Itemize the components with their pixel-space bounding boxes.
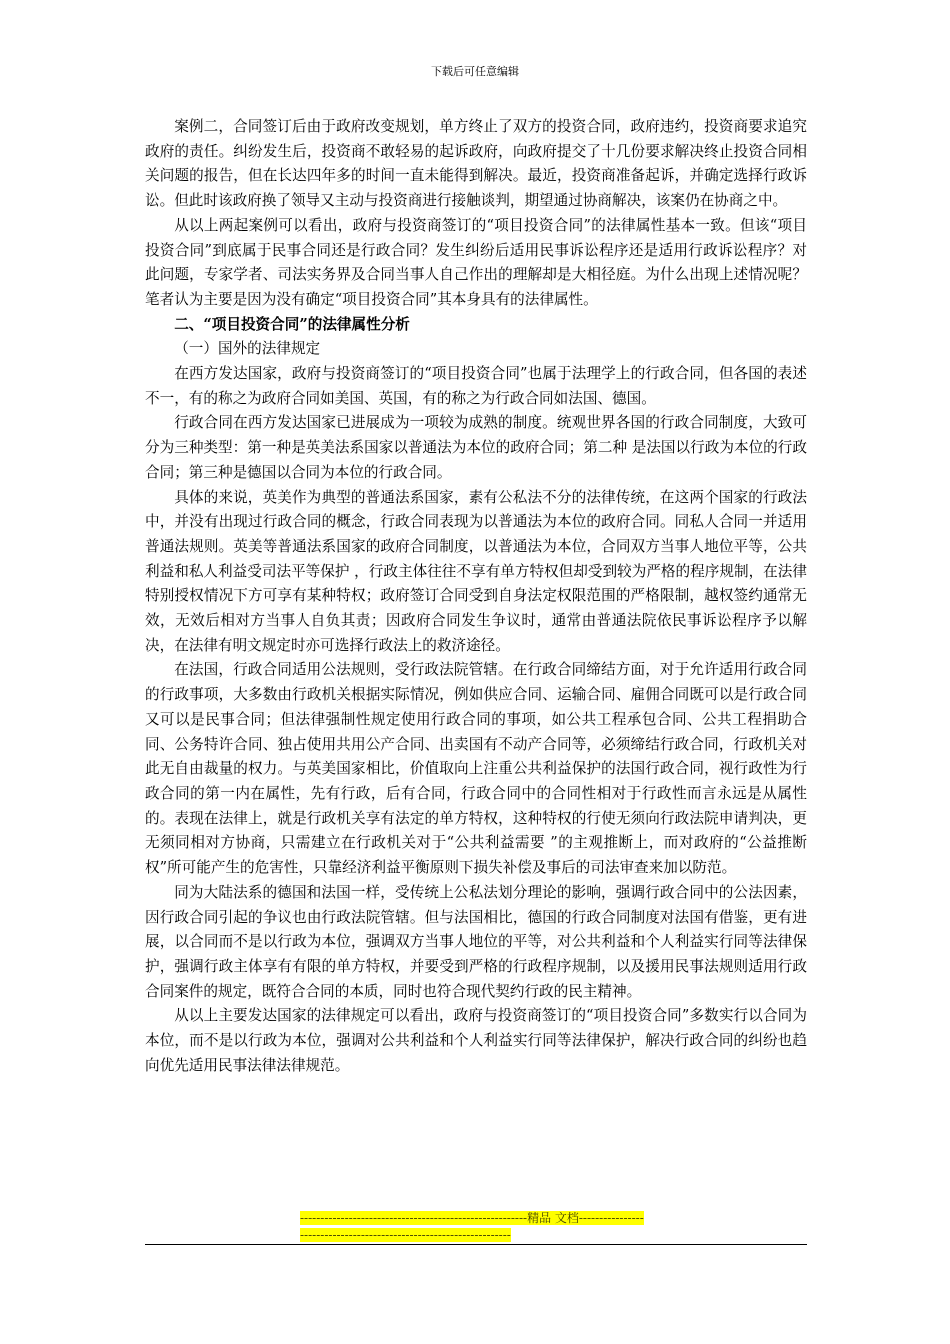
- paragraph-summary: 从以上两起案例可以看出，政府与投资商签订的“项目投资合同”的法律属性基本一致。但该“项目投资合同”到底属于民事合同还是行政合同？发生纠纷后适用民事诉讼程序还是适用行政诉讼程序？对此问题，专家学者、司法实务界及合同当事人自己作出的理解却是大相径庭。为什么出现上述情况呢？笔者认为主要是因为没有确定“项目投资合同”其本身具有的法律属性。: [145, 216, 807, 308]
- document-body: [145, 115, 807, 1078]
- paragraph-anglo-american: 具体的来说，英美作为典型的普通法系国家，素有公私法不分的法律传统，在这两个国家的行政法中，并没有出现过行政合同的概念，行政合同表现为以普通法为本位的政府合同。同私人合同一并适用普通法规则。英美等普通法系国家的政府合同制度，以普通法为本位，合同双方当事人地位平等，公共利益和私人利益受司法平等保护 ，行政主体往往不享有单方特权但却受到较为严格的程序规制，在法律特别授权情况下方可享有某种特权；政府签订合同受到自身法定权限范围的严格限制，越权签约通常无效，无效后相对方当事人自负其责；因政府合同发生争议时，通常由普通法院依民事诉讼程序予以解决，在法律有明文规定时亦可选择行政法上的救济途径。: [145, 488, 807, 654]
- paragraph-conclusion: 从以上主要发达国家的法律规定可以看出，政府与投资商签订的“项目投资合同”多数实行以合同为本位，而不是以行政为本位，强调对公共利益和个人利益实行同等法律保护，解决行政合同的纠纷也趋向优先适用民事法律法律规范。: [145, 1007, 807, 1074]
- subsection-heading: （一）国外的法律规定: [174, 340, 321, 358]
- footer-watermark: [300, 1210, 645, 1244]
- page-header: 下载后可任意编辑: [431, 65, 519, 78]
- paragraph-western-countries: 在西方发达国家，政府与投资商签订的“项目投资合同”也属于法理学上的行政合同，但各国的表述不一，有的称之为政府合同如美国、英国，有的称之为行政合同如法国、德国。: [145, 365, 807, 407]
- paragraph-france: 在法国，行政合同适用公法规则，受行政法院管辖。在行政合同缔结方面，对于允许适用行政合同的行政事项，大多数由行政机关根据实际情况，例如供应合同、运输合同、雇佣合同既可以是行政合同又可以是民事合同；但法律强制性规定使用行政合同的事项，如公共工程承包合同、公共工程捐助合同、公务特许合同、独占使用共用公产合同、出卖国有不动产合同等，必须缔结行政合同，行政机关对此无自由裁量的权力。与英美国家相比，价值取向上注重公共利益保护的法国行政合同，视行政性为行政合同的第一内在属性，先有行政，后有合同，行政合同中的合同性相对于行政性而言永远是从属性的。表现在法律上，就是行政机关享有法定的单方特权，这种特权的行使无须向行政法院申请判决，更无须同相对方协商，只需建立在行政机关对于“公共利益需要 ”的主观推断上，而对政府的“公益推断权”所可能产生的危害性，只靠经济利益平衡原则下损失补偿及事后的司法审查来加以防范。: [145, 661, 807, 877]
- paragraph-three-types: 行政合同在西方发达国家已进展成为一项较为成熟的制度。统观世界各国的行政合同制度，大致可分为三种类型：第一种是英美法系国家以普通法为本位的政府合同；第二种 是法国以行政为本位的行政合同；第三种是德国以合同为本位的行政合同。: [145, 414, 807, 481]
- paragraph-case-two: 案例二，合同签订后由于政府改变规划，单方终止了双方的投资合同，政府违约，投资商要求追究政府的责任。纠纷发生后，投资商不敢轻易的起诉政府，向政府提交了十几份要求解决终止投资合同相关问题的报告，但在长达四年多的时间一直未能得到解决。最近，投资商准备起诉，并确定选择行政诉讼。但此时该政府换了领导又主动与投资商进行接触谈判，期望通过协商解决，该案仍在协商之中。: [145, 118, 807, 210]
- paragraph-germany: 同为大陆法系的德国和法国一样，受传统上公私法划分理论的影响，强调行政合同中的公法因素，因行政合同引起的争议也由行政法院管辖。但与法国相比，德国的行政合同制度对法国有借鉴，更有进展，以合同而不是以行政为本位，强调双方当事人地位的平等，对公共利益和个人利益实行同等法律保护，强调行政主体享有有限的单方特权，并要受到严格的行政程序规制，以及援用民事法规则适用行政合同案件的规定，既符合合同的本质，同时也符合现代契约行政的民主精神。: [145, 883, 807, 1000]
- section-heading: 二、“项目投资合同”的法律属性分析: [174, 315, 410, 333]
- footer-watermark-text: --------------------------------------------------------精品 文档--------------------------------------------------------------------: [300, 1211, 644, 1242]
- footer-divider: [145, 1244, 807, 1245]
